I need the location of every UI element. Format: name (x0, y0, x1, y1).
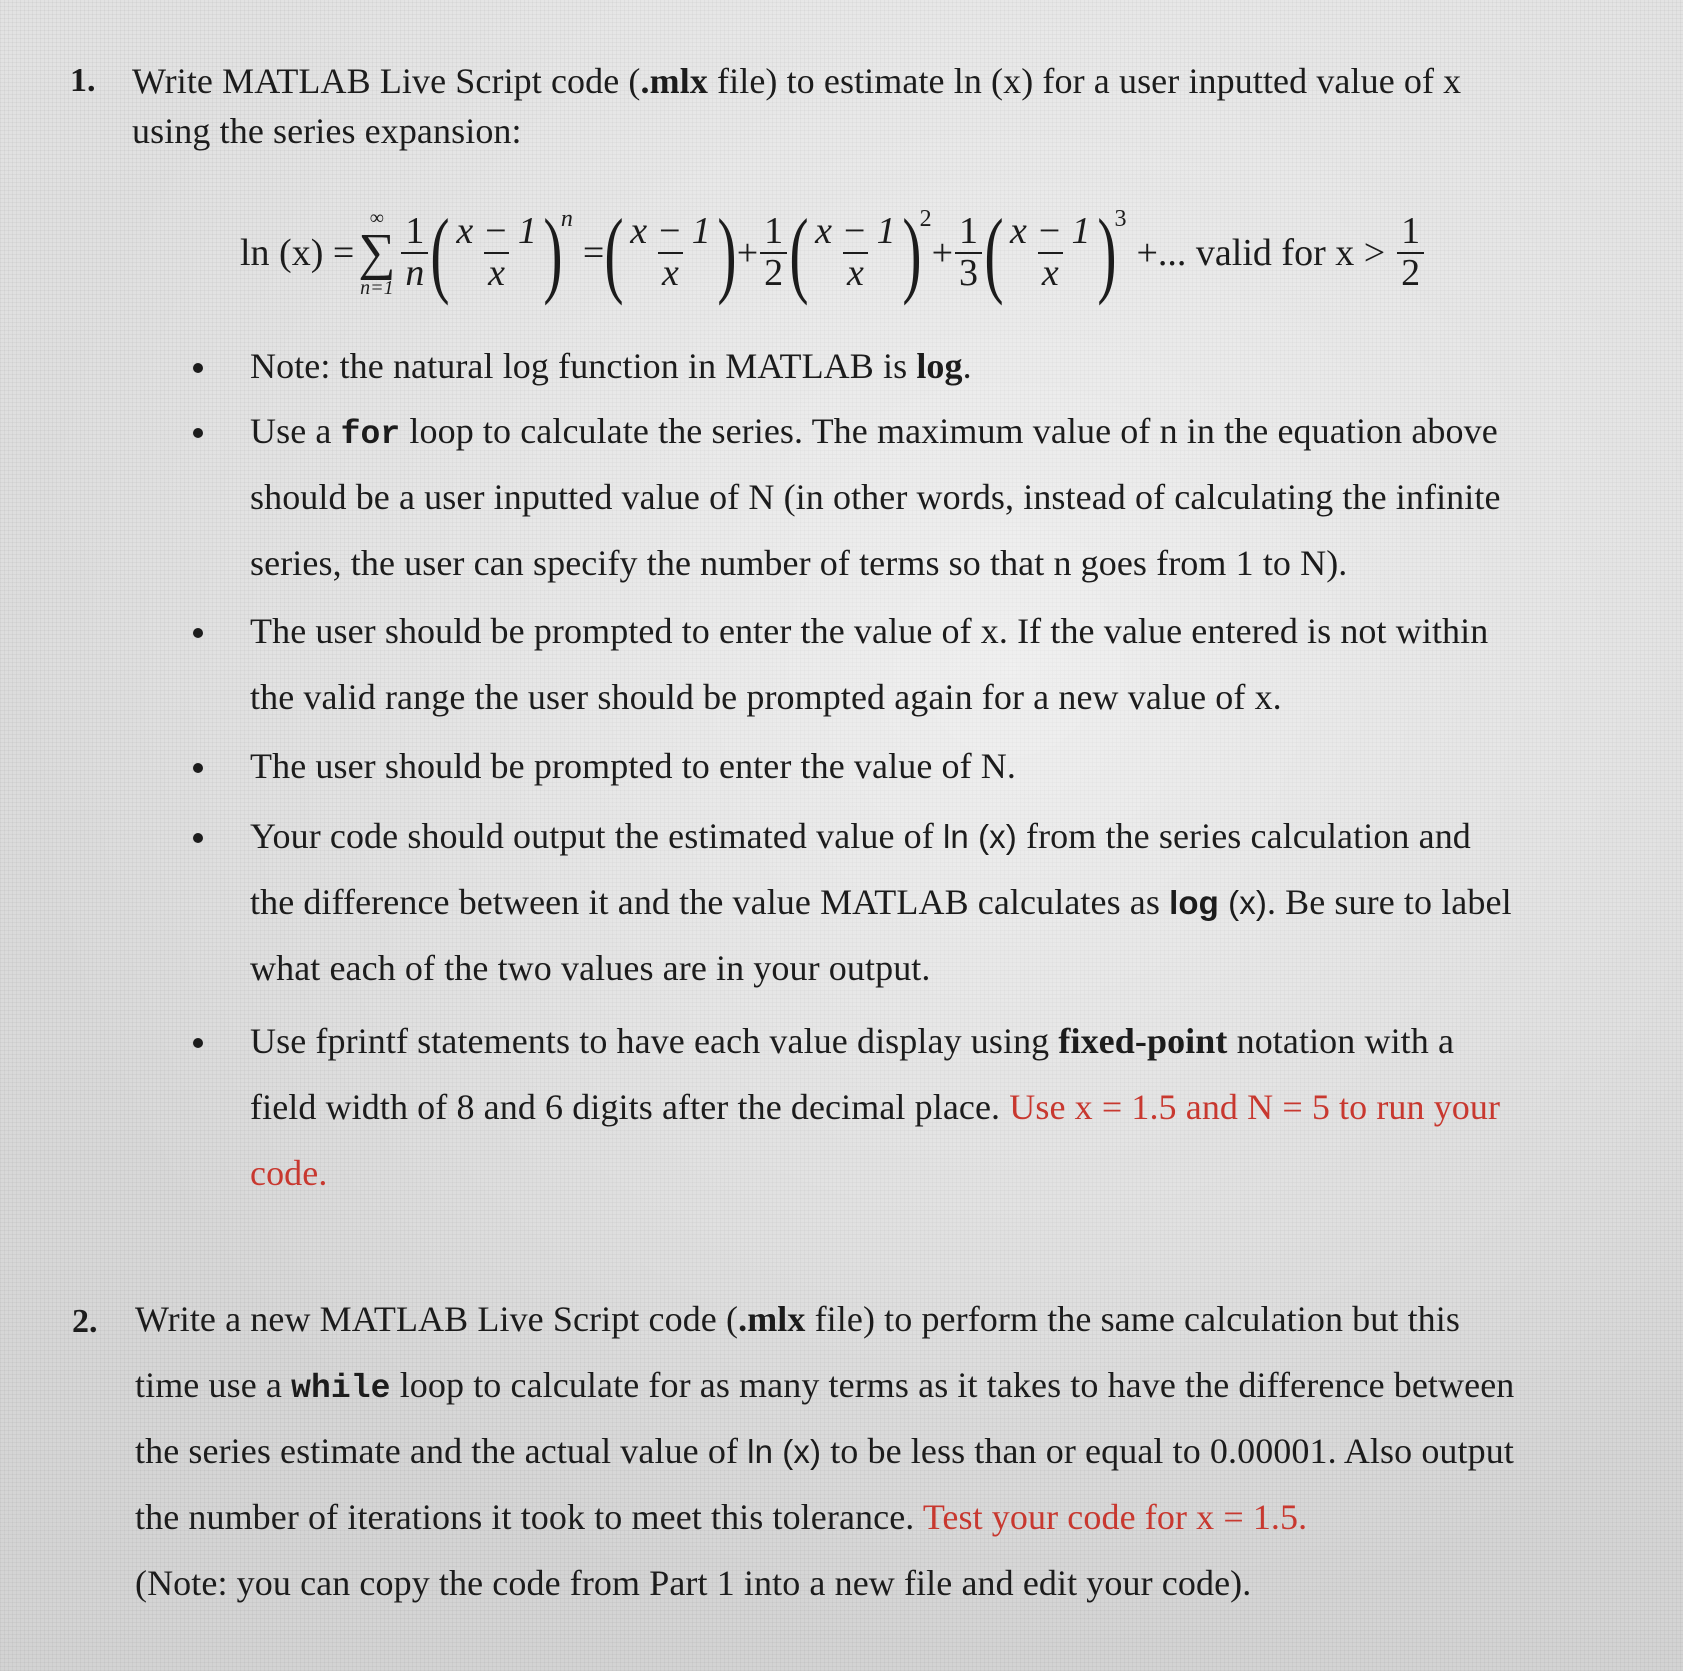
eq-frac-term-2: $\frac{x - 1}{x}$ (630, 210, 711, 294)
q1-line-1-post: file) to estimate ln (x) for a user inputted value of x (707, 61, 1462, 101)
bullet-6-line-3: code. (250, 1153, 328, 1193)
q2-number: 2. (72, 1303, 98, 1340)
q2-test-instruction: Test your code for x = 1.5. (922, 1497, 1308, 1537)
eq-coef-1-over-n: $\frac{1}{n}$ (401, 212, 428, 294)
bullet-dot (193, 428, 203, 438)
bullet-6-line-1: Use fprintf statements to have each value display using fixed-point notation with a (250, 1021, 1455, 1061)
eq-sum-upper: ∞ (369, 207, 384, 230)
q1-line-1 (132, 60, 1461, 102)
eq-exp-3: 3 (1114, 206, 1127, 232)
eq-frac-term-3: $\frac{x - 1}{x}$ (815, 210, 896, 294)
bullet-dot (193, 628, 203, 638)
eq-sigma (358, 208, 395, 297)
eq-plus-2: + (931, 232, 954, 274)
eq-exp-2: 2 (919, 206, 932, 232)
bullet-dot (193, 363, 203, 373)
q1-line-2: using the series expansion: (132, 111, 522, 151)
bullet-5-line-3: what each of the two values are in your output. (250, 948, 931, 988)
bullet-5-line-2: the difference between it and the value MATLAB calculates as log (x). Be sure to label (250, 882, 1512, 922)
eq-equals: = (582, 232, 605, 274)
eq-frac-term-4: $\frac{x - 1}{x}$ (1010, 210, 1091, 294)
eq-frac-term-1: $\frac{x - 1}{x}$ (456, 210, 537, 294)
eq-coef-half: $\frac{1}{2}$ (760, 212, 787, 294)
q2-mlx-bold: .mlx (738, 1299, 806, 1339)
bullet-dot (193, 1038, 203, 1048)
bullet-4-line-1: The user should be prompted to enter the value of N. (250, 746, 1016, 786)
q1-line-1-pre: Write MATLAB Live Script code ( (132, 61, 641, 101)
bullet-3-line-2: the valid range the user should be prompted again for a new value of x. (250, 677, 1282, 717)
q1-mlx-bold: .mlx (640, 61, 708, 101)
bullet-1-line-1: Note: the natural log function in MATLAB is log. (250, 346, 972, 386)
bullet-2-line-2: should be a user inputted value of N (in other words, instead of calculating the infinite (250, 477, 1501, 517)
q2-while-keyword: while (291, 1370, 391, 1407)
q2-line-3: the series estimate and the actual value of ln (x) to be less than or equal to 0.00001. Also output (135, 1431, 1514, 1471)
q2-line-2: time use a while loop to calculate for as many terms as it takes to have the difference between (135, 1365, 1515, 1407)
q2-line-1: Write a new MATLAB Live Script code (.mlx file) to perform the same calculation but this (135, 1299, 1460, 1339)
series-equation: ln (x) = ∞ ∑ n=1 $\frac{1}{n}$ ( $\frac{x - 1}{x}$ ) n = ( $\frac{x - 1}{x}$ ) + $\frac{1}{2}$ ( $\frac{x - 1}{x}$ ) 2 + $\frac{1}{3}$ ( $\frac{x - 1}{x}$ ) 3 +... valid for x > $\frac{1}{2}$ (240, 198, 1426, 308)
bullet-dot (193, 833, 203, 843)
eq-sum-lower: n=1 (360, 276, 394, 299)
bullet-6-line-2: field width of 8 and 6 digits after the decimal place. Use x = 1.5 and N = 5 to run your (250, 1087, 1501, 1127)
bullet-2-line-1: Use a for loop to calculate the series. The maximum value of n in the equation above (250, 411, 1498, 453)
eq-coef-third: $\frac{1}{3}$ (955, 212, 982, 294)
eq-cond-half: $\frac{1}{2}$ (1397, 212, 1424, 294)
eq-lhs: ln (x) = (240, 232, 355, 274)
q2-line-5: (Note: you can copy the code from Part 1 into a new file and edit your code). (135, 1563, 1252, 1603)
bullet-2-line-3: series, the user can specify the number of terms so that n goes from 1 to N). (250, 543, 1348, 583)
q2-line-4: the number of iterations it took to meet this tolerance. Test your code for x = 1.5. (135, 1497, 1308, 1537)
bullet-3-line-1: The user should be prompted to enter the value of x. If the value entered is not within (250, 611, 1489, 651)
eq-exp-n: n (560, 206, 573, 232)
q1-number: 1. (70, 62, 96, 99)
eq-sigma-symbol: ∑ (358, 224, 396, 282)
bullet-dot (193, 763, 203, 773)
eq-tail: +... valid for x > (1136, 232, 1386, 274)
bullet-5-line-1: Your code should output the estimated value of ln (x) from the series calculation and (250, 816, 1471, 856)
eq-plus-1: + (736, 232, 759, 274)
